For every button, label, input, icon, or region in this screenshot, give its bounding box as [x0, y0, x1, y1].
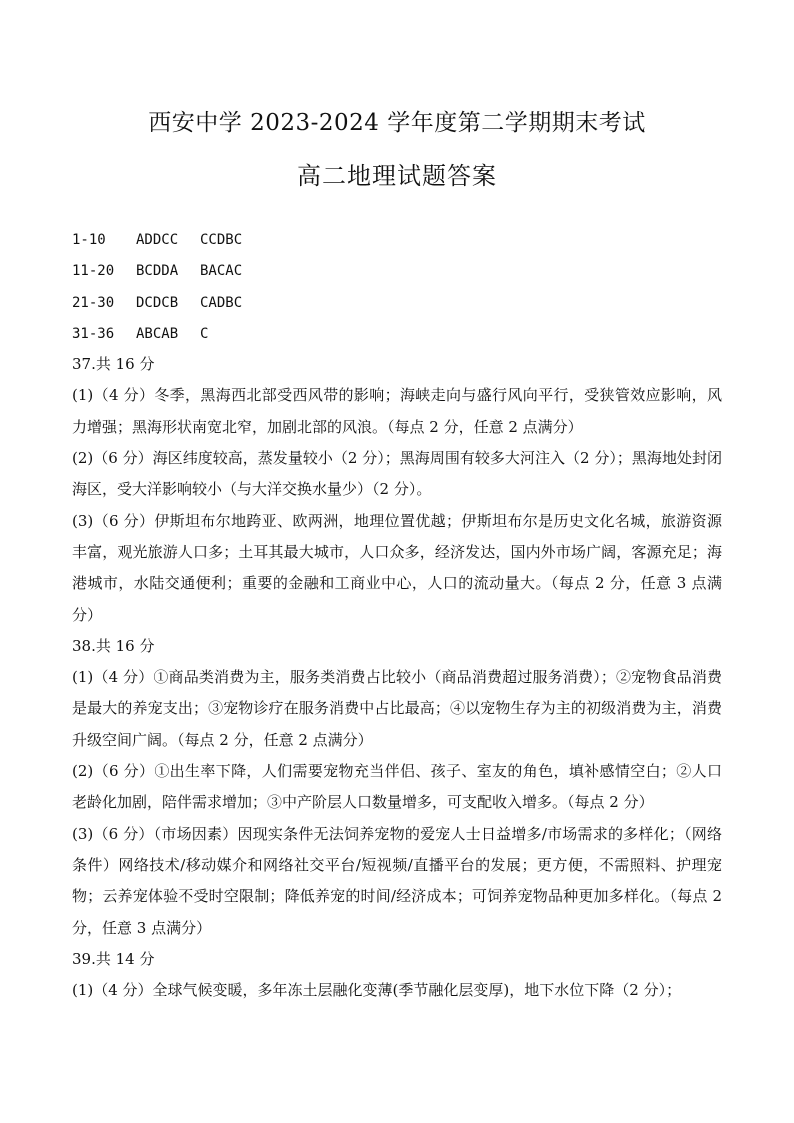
choice-range: 11-20: [72, 263, 115, 280]
choice-row: [72, 255, 722, 286]
choice-group-2: BACAC: [200, 263, 243, 280]
choice-group-1: DCDCB: [136, 294, 179, 311]
question-37-part-2: (2)（6 分）海区纬度较高，蒸发量较小（2 分）；黑海周围有较多大河注入（2 分）；黑海地处封闭海区，受大洋影响较小（与大洋交换水量少）（2 分）。: [72, 449, 722, 499]
choice-row: [72, 287, 722, 318]
question-37-part-3: (3)（6 分）伊斯坦布尔地跨亚、欧两洲，地理位置优越；伊斯坦布尔是历史文化名城，旅游资源丰富，观光旅游人口多；土耳其最大城市，人口众多，经济发达，国内外市场广阔，客源充足；海港城市，水陆交通便利；重要的金融和工商业中心，人口的流动量大。（每点 2 分，任意 3 点满分）: [72, 511, 722, 624]
question-39-heading: 39.共 14 分: [72, 949, 155, 968]
question-39-part-1: (1)（4 分）全球气候变暖，多年冻土层融化变薄(季节融化层变厚)，地下水位下降（2 分）；: [72, 981, 682, 1000]
choice-range: 1-10: [72, 232, 106, 248]
choice-range: 21-30: [72, 294, 115, 311]
question-38-part-3: (3)（6 分）（市场因素）因现实条件无法饲养宠物的爱宠人士日益增多/市场需求的多样化；（网络条件）网络技术/移动媒介和网络社交平台/短视频/直播平台的发展；更方便，不需照料、护理宠物；云养宠体验不受时空限制；降低养宠的时间/经济成本；可饲养宠物品种更加多样化。（每点 2 分，任意 3 点满分）: [72, 824, 722, 937]
question-38-heading: 38.共 16 分: [72, 636, 155, 655]
question-38-part-2: (2)（6 分）①出生率下降，人们需要宠物充当伴侣、孩子、室友的角色，填补感情空白；②人口老龄化加剧，陪伴需求增加；③中产阶层人口数量增多，可支配收入增多。（每点 2 分）: [72, 762, 722, 812]
answer-content: [72, 224, 722, 1006]
question-37-part-1: (1)（4 分）冬季，黑海西北部受西风带的影响；海峡走向与盛行风向平行，受狭管效应影响，风力增强；黑海形状南宽北窄，加剧北部的风浪。（每点 2 分，任意 2 点满分）: [72, 386, 722, 436]
choice-group-2: CADBC: [200, 294, 243, 311]
choice-range: 31-36: [72, 325, 115, 342]
choice-group-2: C: [200, 325, 209, 342]
choice-group-1: ABCAB: [136, 325, 179, 342]
choice-row: [72, 224, 722, 255]
choice-group-1: BCDDA: [136, 263, 179, 280]
exam-title: 西安中学 2023-2024 学年度第二学期期末考试: [148, 110, 646, 136]
exam-subtitle: 高二地理试题答案: [297, 162, 497, 190]
question-37-heading: 37.共 16 分: [72, 355, 155, 374]
question-38-part-1: (1)（4 分）①商品类消费为主，服务类消费占比较小（商品消费超过服务消费）；②宠物食品消费是最大的养宠支出；③宠物诊疗在服务消费中占比最高；④以宠物生存为主的初级消费为主，消费升级空间广阔。（每点 2 分，任意 2 点满分）: [72, 668, 722, 749]
choice-group-2: CCDBC: [200, 232, 243, 248]
choice-row: [72, 318, 722, 349]
choice-group-1: ADDCC: [136, 232, 179, 248]
